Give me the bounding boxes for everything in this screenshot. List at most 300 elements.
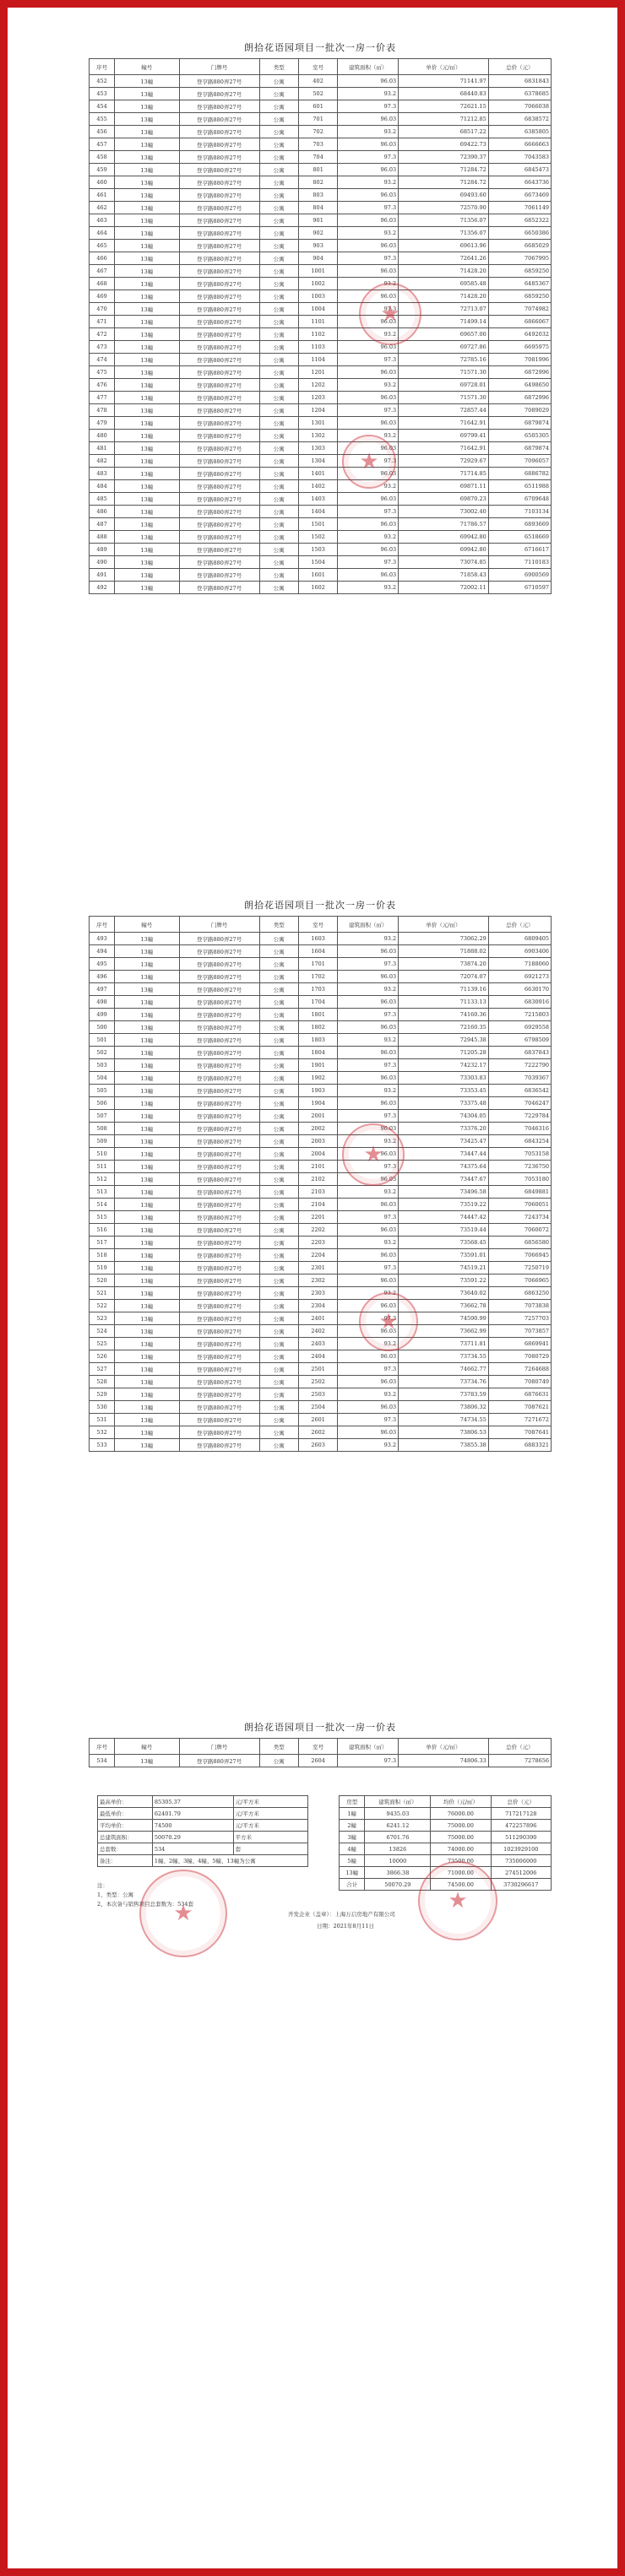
table-cell: 74160.36 <box>399 1009 489 1021</box>
table-cell: 13幢 <box>115 1325 179 1338</box>
table-cell: 96.03 <box>338 214 399 227</box>
table-cell: 13幢 <box>115 1161 179 1173</box>
table-cell: 96.03 <box>338 544 399 556</box>
table-cell: 73002.40 <box>399 506 489 518</box>
table-cell: 97.3 <box>338 1009 399 1021</box>
table-cell: 72641.26 <box>399 252 489 265</box>
table-cell: 470 <box>90 303 115 316</box>
table-cell: 公寓 <box>259 88 298 100</box>
table-cell: 463 <box>90 214 115 227</box>
table-cell: 13幢 <box>115 138 179 151</box>
table-cell: 1304 <box>298 455 337 468</box>
table-cell: 登亨路880弄27号 <box>179 1110 259 1123</box>
table-cell: 97.3 <box>338 202 399 214</box>
table-row <box>90 1312 552 1325</box>
table-row <box>90 1325 552 1338</box>
table-cell: 508 <box>90 1123 115 1135</box>
table-cell: 公寓 <box>259 113 298 126</box>
table-cell: 2504 <box>298 1401 337 1414</box>
table-cell: 13幢 <box>115 958 179 971</box>
table-cell: 1801 <box>298 1009 337 1021</box>
table-cell: 公寓 <box>259 240 298 252</box>
table-row <box>90 1262 552 1274</box>
table-row <box>90 278 552 290</box>
table-cell: 公寓 <box>259 1249 298 1262</box>
summary-cell: 9435.03 <box>365 1808 431 1820</box>
table-cell: 1904 <box>298 1097 337 1110</box>
table-row <box>90 151 552 164</box>
column-header: 建筑面积（㎡） <box>338 917 399 933</box>
table-cell: 6900569 <box>488 569 551 582</box>
table-cell: 7110183 <box>488 556 551 569</box>
table-cell: 1102 <box>298 328 337 341</box>
table-cell: 公寓 <box>259 417 298 430</box>
summary-row <box>340 1843 552 1855</box>
table-cell: 6673469 <box>488 189 551 202</box>
table-cell: 7250719 <box>488 1262 551 1274</box>
table-row <box>90 227 552 240</box>
column-header: 单价（元/㎡） <box>399 1739 489 1755</box>
table-cell: 73711.81 <box>399 1338 489 1350</box>
table-cell: 97.3 <box>338 1363 399 1376</box>
table-cell: 登亨路880弄27号 <box>179 138 259 151</box>
table-cell: 74519.21 <box>399 1262 489 1274</box>
table-cell: 登亨路880弄27号 <box>179 164 259 176</box>
table-cell: 71642.91 <box>399 442 489 455</box>
table-cell: 96.03 <box>338 1350 399 1363</box>
table-cell: 13幢 <box>115 1338 179 1350</box>
table-cell: 73591.01 <box>399 1249 489 1262</box>
table-row <box>90 1439 552 1452</box>
table-cell: 7257703 <box>488 1312 551 1325</box>
table-row <box>90 366 552 379</box>
table-cell: 13幢 <box>115 164 179 176</box>
table-cell: 公寓 <box>259 582 298 594</box>
table-cell: 13幢 <box>115 1274 179 1287</box>
table-cell: 74806.33 <box>399 1755 489 1767</box>
table-cell: 登亨路880弄27号 <box>179 455 259 468</box>
table-cell: 6883321 <box>488 1439 551 1452</box>
table-cell: 6695975 <box>488 341 551 354</box>
table-cell: 532 <box>90 1426 115 1439</box>
table-cell: 6809405 <box>488 933 551 945</box>
table-row <box>90 1249 552 1262</box>
column-header: 室号 <box>298 917 337 933</box>
column-header: 均价（元/㎡） <box>431 1796 491 1808</box>
table-cell: 509 <box>90 1135 115 1148</box>
table-cell: 13幢 <box>115 379 179 392</box>
table-cell: 13幢 <box>115 1363 179 1376</box>
table-cell: 2503 <box>298 1388 337 1401</box>
table-row <box>90 316 552 328</box>
table-cell: 登亨路880弄27号 <box>179 442 259 455</box>
table-cell: 13幢 <box>115 176 179 189</box>
table-cell: 2003 <box>298 1135 337 1148</box>
table-row <box>90 1161 552 1173</box>
summary-cell: 274512006 <box>491 1867 551 1879</box>
table-row <box>90 1199 552 1211</box>
table-cell: 702 <box>298 126 337 138</box>
table-cell: 登亨路880弄27号 <box>179 582 259 594</box>
table-cell: 公寓 <box>259 933 298 945</box>
table-cell: 97.3 <box>338 1161 399 1173</box>
table-cell: 登亨路880弄27号 <box>179 1439 259 1452</box>
table-cell: 2602 <box>298 1426 337 1439</box>
table-cell: 533 <box>90 1439 115 1452</box>
table-cell: 502 <box>90 1047 115 1059</box>
table-cell: 468 <box>90 278 115 290</box>
column-header: 幢号 <box>115 1739 179 1755</box>
summary-cell: 2幢 <box>340 1820 365 1832</box>
table-cell: 公寓 <box>259 1186 298 1199</box>
table-cell: 13幢 <box>115 392 179 404</box>
table-cell: 71284.72 <box>399 176 489 189</box>
table-cell: 登亨路880弄27号 <box>179 933 259 945</box>
table-row <box>90 996 552 1009</box>
table-cell: 公寓 <box>259 493 298 506</box>
table-cell: 13幢 <box>115 126 179 138</box>
table-cell: 1303 <box>298 442 337 455</box>
table-cell: 93.2 <box>338 1287 399 1300</box>
table-cell: 登亨路880弄27号 <box>179 1287 259 1300</box>
table-cell: 13幢 <box>115 442 179 455</box>
summary-row <box>98 1796 308 1808</box>
table-row <box>90 531 552 544</box>
table-cell: 74590.99 <box>399 1312 489 1325</box>
summary-cell: 50070.29 <box>152 1832 233 1843</box>
table-cell: 68440.83 <box>399 88 489 100</box>
table-row <box>90 544 552 556</box>
table-cell: 71642.91 <box>399 417 489 430</box>
table-cell: 1802 <box>298 1021 337 1034</box>
table-cell: 96.03 <box>338 518 399 531</box>
table-cell: 公寓 <box>259 1173 298 1186</box>
table-cell: 2404 <box>298 1350 337 1363</box>
table-cell: 公寓 <box>259 1350 298 1363</box>
table-cell: 512 <box>90 1173 115 1186</box>
table-cell: 登亨路880弄27号 <box>179 1097 259 1110</box>
table-row <box>90 1123 552 1135</box>
table-cell: 6869941 <box>488 1338 551 1350</box>
table-cell: 公寓 <box>259 480 298 493</box>
note-line: 注： <box>97 1882 108 1889</box>
table-cell: 96.03 <box>338 265 399 278</box>
table-cell: 6485367 <box>488 278 551 290</box>
table-cell: 7081996 <box>488 354 551 366</box>
summary-cell: 1023929100 <box>491 1843 551 1855</box>
table-cell: 13幢 <box>115 1287 179 1300</box>
table-cell: 13幢 <box>115 1401 179 1414</box>
column-header: 门牌号 <box>179 59 259 75</box>
table-cell: 494 <box>90 945 115 958</box>
table-cell: 473 <box>90 341 115 354</box>
table-cell: 公寓 <box>259 1211 298 1224</box>
table-cell: 69727.86 <box>399 341 489 354</box>
table-cell: 登亨路880弄27号 <box>179 556 259 569</box>
table-cell: 公寓 <box>259 1300 298 1312</box>
table-cell: 公寓 <box>259 1059 298 1072</box>
table-row <box>90 392 552 404</box>
table-cell: 13幢 <box>115 113 179 126</box>
table-cell: 2103 <box>298 1186 337 1199</box>
table-cell: 6505305 <box>488 430 551 442</box>
table-cell: 登亨路880弄27号 <box>179 544 259 556</box>
table-row <box>90 983 552 996</box>
table-cell: 93.2 <box>338 1135 399 1148</box>
table-cell: 公寓 <box>259 1072 298 1085</box>
table-cell: 公寓 <box>259 1085 298 1097</box>
table-cell: 1804 <box>298 1047 337 1059</box>
table-cell: 93.2 <box>338 1237 399 1249</box>
table-cell: 480 <box>90 430 115 442</box>
table-cell: 6836542 <box>488 1085 551 1097</box>
table-cell: 13幢 <box>115 252 179 265</box>
table-cell: 2204 <box>298 1249 337 1262</box>
table-cell: 2401 <box>298 1312 337 1325</box>
table-cell: 1002 <box>298 278 337 290</box>
table-cell: 93.2 <box>338 88 399 100</box>
table-cell: 73447.67 <box>399 1173 489 1186</box>
table-cell: 96.03 <box>338 164 399 176</box>
table-cell: 96.03 <box>338 971 399 983</box>
table-cell: 登亨路880弄27号 <box>179 1009 259 1021</box>
table-cell: 6518669 <box>488 531 551 544</box>
table-cell: 公寓 <box>259 1097 298 1110</box>
table-cell: 71888.02 <box>399 945 489 958</box>
table-cell: 74375.64 <box>399 1161 489 1173</box>
table-row <box>90 138 552 151</box>
table-cell: 74232.17 <box>399 1059 489 1072</box>
table-cell: 13幢 <box>115 240 179 252</box>
table-cell: 527 <box>90 1363 115 1376</box>
table-row <box>90 1097 552 1110</box>
table-row <box>90 1300 552 1312</box>
table-cell: 530 <box>90 1401 115 1414</box>
table-cell: 13幢 <box>115 1755 179 1767</box>
summary-cell: 元/平方米 <box>233 1820 307 1832</box>
table-cell: 71571.30 <box>399 392 489 404</box>
table-cell: 96.03 <box>338 138 399 151</box>
table-cell: 公寓 <box>259 971 298 983</box>
table-cell: 516 <box>90 1224 115 1237</box>
table-cell: 13幢 <box>115 214 179 227</box>
table-cell: 登亨路880弄27号 <box>179 303 259 316</box>
summary-cell: 备注： <box>98 1855 153 1867</box>
table-cell: 73519.22 <box>399 1199 489 1211</box>
table-cell: 7087641 <box>488 1426 551 1439</box>
table-cell: 公寓 <box>259 442 298 455</box>
table-cell: 71428.20 <box>399 265 489 278</box>
column-header: 建筑面积（㎡） <box>338 59 399 75</box>
table-row <box>90 290 552 303</box>
summary-cell: 总套数： <box>98 1843 153 1855</box>
table-cell: 13幢 <box>115 303 179 316</box>
table-cell: 7043583 <box>488 151 551 164</box>
table-cell: 96.03 <box>338 113 399 126</box>
table-cell: 登亨路880弄27号 <box>179 480 259 493</box>
table-cell: 1403 <box>298 493 337 506</box>
table-cell: 525 <box>90 1338 115 1350</box>
table-cell: 登亨路880弄27号 <box>179 1034 259 1047</box>
table-cell: 6498650 <box>488 379 551 392</box>
table-cell: 13幢 <box>115 1186 179 1199</box>
table-cell: 13幢 <box>115 1439 179 1452</box>
table-cell: 72074.07 <box>399 971 489 983</box>
table-cell: 69942.80 <box>399 544 489 556</box>
table-cell: 公寓 <box>259 455 298 468</box>
table-cell: 登亨路880弄27号 <box>179 1047 259 1059</box>
table-cell: 7089029 <box>488 404 551 417</box>
table-cell: 公寓 <box>259 341 298 354</box>
table-cell: 公寓 <box>259 569 298 582</box>
table-cell: 7053158 <box>488 1148 551 1161</box>
table-cell: 登亨路880弄27号 <box>179 1388 259 1401</box>
table-cell: 公寓 <box>259 1161 298 1173</box>
table-cell: 71356.07 <box>399 227 489 240</box>
table-cell: 73640.02 <box>399 1287 489 1300</box>
table-cell: 69870.23 <box>399 493 489 506</box>
table-cell: 6798509 <box>488 1034 551 1047</box>
table-cell: 13幢 <box>115 1110 179 1123</box>
table-cell: 2001 <box>298 1110 337 1123</box>
table-cell: 登亨路880弄27号 <box>179 983 259 996</box>
table-cell: 公寓 <box>259 1274 298 1287</box>
table-cell: 73375.48 <box>399 1097 489 1110</box>
table-cell: 1401 <box>298 468 337 480</box>
table-cell: 97.3 <box>338 1262 399 1274</box>
table-cell: 登亨路880弄27号 <box>179 1376 259 1388</box>
table-cell: 96.03 <box>338 290 399 303</box>
table-cell: 6630170 <box>488 983 551 996</box>
table-cell: 登亨路880弄27号 <box>179 1350 259 1363</box>
table-cell: 7096057 <box>488 455 551 468</box>
table-cell: 6856580 <box>488 1237 551 1249</box>
table-row <box>90 252 552 265</box>
table-cell: 1103 <box>298 341 337 354</box>
table-cell: 登亨路880弄27号 <box>179 1414 259 1426</box>
table-cell: 478 <box>90 404 115 417</box>
table-cell: 2304 <box>298 1300 337 1312</box>
table-cell: 登亨路880弄27号 <box>179 265 259 278</box>
table-cell: 7066965 <box>488 1274 551 1287</box>
table-cell: 7236750 <box>488 1161 551 1173</box>
table-cell: 96.03 <box>338 1047 399 1059</box>
table-cell: 69942.80 <box>399 531 489 544</box>
table-cell: 96.03 <box>338 1300 399 1312</box>
summary-cell: 1幢、2幢、3幢、4幢、5幢、13幢为公寓 <box>152 1855 307 1867</box>
table-cell: 登亨路880弄27号 <box>179 468 259 480</box>
table-cell: 登亨路880弄27号 <box>179 417 259 430</box>
summary-row <box>340 1820 552 1832</box>
summary-cell: 平方米 <box>233 1832 307 1843</box>
table-cell: 6903406 <box>488 945 551 958</box>
table-cell: 13幢 <box>115 75 179 88</box>
table-cell: 登亨路880弄27号 <box>179 227 259 240</box>
table-cell: 523 <box>90 1312 115 1325</box>
table-cell: 518 <box>90 1249 115 1262</box>
table-cell: 7073857 <box>488 1325 551 1338</box>
table-cell: 6866067 <box>488 316 551 328</box>
table-cell: 13幢 <box>115 582 179 594</box>
table-cell: 2502 <box>298 1376 337 1388</box>
table-cell: 公寓 <box>259 983 298 996</box>
table-cell: 402 <box>298 75 337 88</box>
table-row <box>90 303 552 316</box>
table-row <box>90 1350 552 1363</box>
table-cell: 483 <box>90 468 115 480</box>
table-cell: 1803 <box>298 1034 337 1047</box>
summary-cell: 472257896 <box>491 1820 551 1832</box>
column-header: 门牌号 <box>179 1739 259 1755</box>
table-cell: 96.03 <box>338 1021 399 1034</box>
table-cell: 704 <box>298 151 337 164</box>
table-cell: 公寓 <box>259 290 298 303</box>
table-cell: 97.3 <box>338 252 399 265</box>
column-header: 幢号 <box>115 59 179 75</box>
table-cell: 登亨路880弄27号 <box>179 1186 259 1199</box>
table-cell: 1101 <box>298 316 337 328</box>
table-row <box>90 1274 552 1287</box>
table-cell: 7264688 <box>488 1363 551 1376</box>
summary-cell: 74500 <box>152 1820 233 1832</box>
column-header: 类型 <box>259 917 298 933</box>
summary-cell: 最低单价： <box>98 1808 153 1820</box>
table-cell: 97.3 <box>338 1312 399 1325</box>
table-row <box>90 1388 552 1401</box>
table-cell: 公寓 <box>259 354 298 366</box>
table-cell: 73353.45 <box>399 1085 489 1097</box>
table-cell: 公寓 <box>259 138 298 151</box>
table-cell: 93.2 <box>338 531 399 544</box>
table-cell: 登亨路880弄27号 <box>179 1059 259 1072</box>
table-cell: 507 <box>90 1110 115 1123</box>
table-cell: 71284.72 <box>399 164 489 176</box>
table-cell: 476 <box>90 379 115 392</box>
table-cell: 93.2 <box>338 582 399 594</box>
table-cell: 7229784 <box>488 1110 551 1123</box>
table-cell: 6876631 <box>488 1388 551 1401</box>
table-cell: 登亨路880弄27号 <box>179 202 259 214</box>
table-cell: 登亨路880弄27号 <box>179 1312 259 1325</box>
summary-cell: 元/平方米 <box>233 1808 307 1820</box>
table-cell: 71499.14 <box>399 316 489 328</box>
table-cell: 2402 <box>298 1325 337 1338</box>
table-row <box>90 265 552 278</box>
table-cell: 505 <box>90 1085 115 1097</box>
summary-cell: 735006000 <box>491 1855 551 1867</box>
table-cell: 496 <box>90 971 115 983</box>
table-cell: 901 <box>298 214 337 227</box>
table-cell: 1003 <box>298 290 337 303</box>
table-cell: 2002 <box>298 1123 337 1135</box>
table-row <box>90 1755 552 1767</box>
table-cell: 7222790 <box>488 1059 551 1072</box>
table-cell: 公寓 <box>259 1755 298 1767</box>
table-cell: 453 <box>90 88 115 100</box>
table-cell: 7046247 <box>488 1097 551 1110</box>
table-cell: 登亨路880弄27号 <box>179 1363 259 1376</box>
table-cell: 6852322 <box>488 214 551 227</box>
table-cell: 登亨路880弄27号 <box>179 1274 259 1287</box>
column-header: 门牌号 <box>179 917 259 933</box>
table-cell: 13幢 <box>115 1414 179 1426</box>
table-cell: 93.2 <box>338 379 399 392</box>
table-cell: 522 <box>90 1300 115 1312</box>
table-cell: 68517.22 <box>399 126 489 138</box>
table-cell: 13幢 <box>115 1085 179 1097</box>
summary-cell: 3幢 <box>340 1832 365 1843</box>
table-cell: 13幢 <box>115 151 179 164</box>
